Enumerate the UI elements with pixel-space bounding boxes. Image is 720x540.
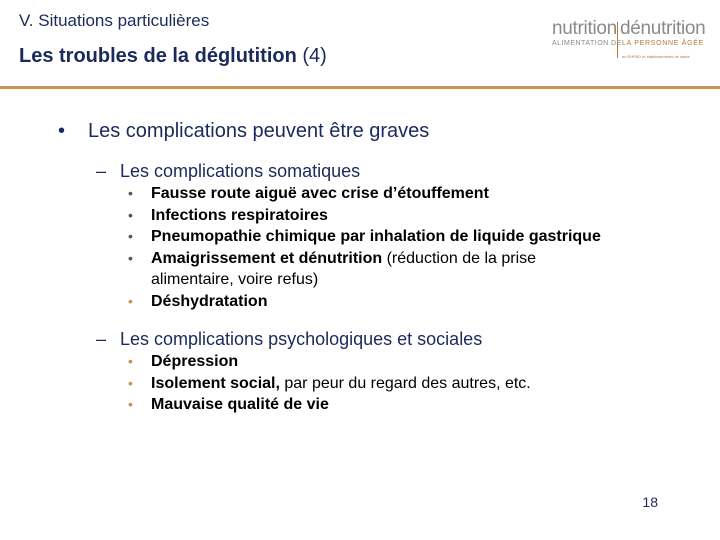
item-bold: Pneumopathie chimique par inhalation de liquide gastrique: [151, 228, 601, 245]
list-item: [128, 394, 688, 416]
list-item: [128, 183, 688, 205]
nutrition-logo: [552, 18, 710, 68]
psychosocial-list: [128, 351, 688, 416]
section-label: V. Situations particulières: [19, 11, 210, 30]
item-bold: Isolement social,: [151, 374, 280, 392]
header-rule: [0, 86, 720, 89]
page-number: 18: [642, 494, 658, 510]
logo-left-word: nutrition: [552, 18, 617, 39]
item-bold: Déshydratation: [151, 292, 268, 310]
bullet-level1-text: Les complications peuvent être graves: [88, 120, 430, 142]
slide-title: [19, 45, 327, 68]
bullet-dot: •: [128, 249, 133, 266]
list-item: [128, 373, 688, 395]
psychosocial-heading-text: Les complications psychologiques et sociales: [120, 329, 483, 349]
somatic-heading-text: Les complications somatiques: [120, 161, 361, 181]
bullet-level1: [58, 120, 429, 143]
item-bold: Amaigrissement et dénutrition: [151, 249, 383, 267]
somatic-list: [128, 183, 688, 312]
item-normal: par peur du regard des autres, etc.: [279, 374, 531, 392]
psychosocial-heading: [96, 329, 482, 350]
bullet-dot: •: [128, 228, 133, 244]
item-bold: Infections respiratoires: [151, 206, 328, 224]
item-bold: Dépression: [151, 353, 239, 370]
logo-tagline: en EHPAD et établissements de santé: [622, 54, 690, 59]
item-normal: (réduction de la prise alimentaire, voire refus): [151, 249, 537, 288]
bullet-dot: •: [128, 353, 133, 369]
list-item: [128, 205, 688, 227]
bullet-dot: •: [128, 185, 133, 201]
bullet-dot: •: [128, 374, 133, 391]
list-item: [128, 248, 688, 291]
logo-right-word: dénutrition: [620, 18, 706, 39]
logo-sub-left: ALIMENTATION DE: [552, 40, 622, 47]
item-bold: Fausse route aiguë avec crise d’étouffement: [151, 185, 489, 202]
somatic-heading: [96, 161, 360, 182]
dash-marker: –: [96, 329, 107, 349]
logo-sub-right: LA PERSONNE ÂGÉE: [622, 40, 705, 47]
slide-title-main: Les troubles de la déglutition: [19, 45, 297, 67]
bullet-dot: •: [128, 292, 133, 309]
item-bold: Mauvaise qualité de vie: [151, 396, 329, 413]
bullet-dot: •: [58, 120, 66, 142]
list-item: [128, 291, 688, 313]
bullet-dot: •: [128, 206, 133, 223]
slide-title-suffix: (4): [302, 45, 327, 67]
list-item: [128, 226, 688, 248]
dash-marker: –: [96, 161, 107, 181]
list-item: [128, 351, 688, 373]
bullet-dot: •: [128, 396, 133, 412]
